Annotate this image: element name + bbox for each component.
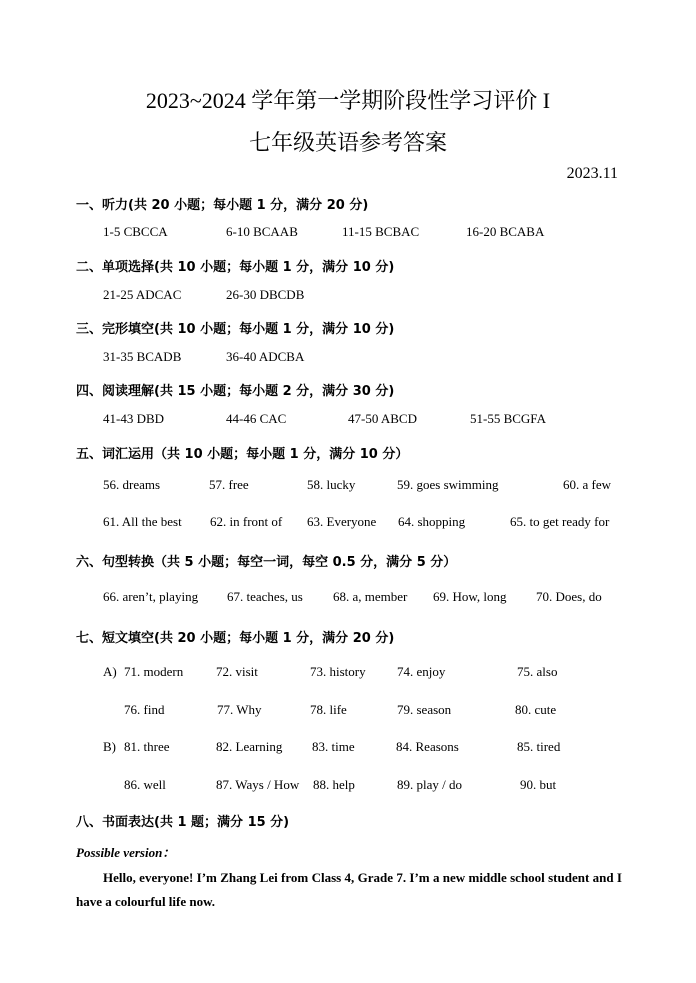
sample-paragraph [76, 866, 622, 914]
answer-item: 71. modern [124, 664, 184, 679]
sample-text: Hello, everyone! I’m Zhang Lei from Class 4, Grade 7. I’m a new middle school student and I have a colourful life now. [76, 870, 622, 909]
answer-item: 87. Ways / How [216, 777, 300, 792]
answer-item: 64. shopping [398, 514, 466, 529]
answer-item: 58. lucky [307, 477, 356, 492]
section-heading: 六、句型转换（共 5 小题；每空一词，每空 0.5 分，满分 5 分） [76, 555, 457, 570]
answer-item: 88. help [313, 777, 355, 792]
page-subtitle: 七年级英语参考答案 [248, 130, 447, 155]
answer-item: 74. enjoy [397, 664, 446, 679]
answer-item: 59. goes swimming [397, 477, 499, 492]
page-title: 2023~2024 学年第一学期阶段性学习评价 I [145, 88, 551, 113]
section-heading: 一、听力(共 20 小题；每小题 1 分，满分 20 分) [76, 198, 369, 213]
answer-item: 6-10 BCAAB [226, 224, 298, 239]
answer-item: 57. free [209, 477, 249, 492]
answer-item: 75. also [517, 664, 558, 679]
answer-item: 72. visit [216, 664, 258, 679]
answer-item: 89. play / do [397, 777, 462, 792]
answer-item: 85. tired [517, 739, 561, 754]
answer-item: 68. a, member [333, 589, 408, 604]
answer-item: 73. history [310, 664, 366, 679]
answer-item: 56. dreams [103, 477, 161, 492]
answer-item: 67. teaches, us [227, 589, 303, 604]
answer-item: 11-15 BCBAC [342, 224, 420, 239]
section-heading: 四、阅读理解(共 15 小题；每小题 2 分，满分 30 分) [76, 384, 395, 399]
answer-item: 76. find [124, 702, 165, 717]
answer-item: 65. to get ready for [510, 514, 610, 529]
section-heading: 二、单项选择(共 10 小题；每小题 1 分，满分 10 分) [76, 260, 395, 275]
section-heading: 七、短文填空(共 20 小题；每小题 1 分，满分 20 分) [76, 631, 395, 646]
answer-item: 80. cute [515, 702, 557, 717]
answer-item: 81. three [124, 739, 170, 754]
answer-item: 77. Why [217, 702, 262, 717]
answer-item: 83. time [312, 739, 355, 754]
answer-item: 21-25 ADCAC [103, 287, 182, 302]
answer-item: 84. Reasons [396, 739, 459, 754]
answer-item: 66. aren’t, playing [103, 589, 199, 604]
answer-item: 69. How, long [433, 589, 507, 604]
answer-item: 90. but [520, 777, 557, 792]
answer-item: 1-5 CBCCA [103, 224, 168, 239]
answer-item: 79. season [397, 702, 452, 717]
section-heading: 八、书面表达(共 1 题；满分 15 分) [76, 815, 290, 830]
answer-item: 44-46 CAC [226, 411, 287, 426]
answer-item: 82. Learning [216, 739, 283, 754]
part-label: A) [103, 664, 117, 679]
answer-item: 26-30 DBCDB [226, 287, 305, 302]
answer-item: 36-40 ADCBA [226, 349, 305, 364]
answer-item: 51-55 BCGFA [470, 411, 546, 426]
answer-item: 16-20 BCABA [466, 224, 545, 239]
possible-version-label: Possible version： [76, 845, 176, 860]
answer-item: 61. All the best [103, 514, 182, 529]
answer-item: 60. a few [563, 477, 612, 492]
section-heading: 三、完形填空(共 10 小题；每小题 1 分，满分 10 分) [76, 322, 395, 337]
answer-item: 31-35 BCADB [103, 349, 182, 364]
answer-item: 78. life [310, 702, 347, 717]
answer-item: 63. Everyone [307, 514, 377, 529]
answer-item: 41-43 DBD [103, 411, 165, 426]
part-label: B) [103, 739, 116, 754]
section-heading: 五、词汇运用（共 10 小题；每小题 1 分，满分 10 分） [76, 447, 409, 462]
answer-item: 62. in front of [210, 514, 283, 529]
answer-item: 70. Does, do [536, 589, 602, 604]
answer-item: 86. well [124, 777, 166, 792]
date-label: 2023.11 [566, 165, 618, 182]
answer-item: 47-50 ABCD [348, 411, 417, 426]
